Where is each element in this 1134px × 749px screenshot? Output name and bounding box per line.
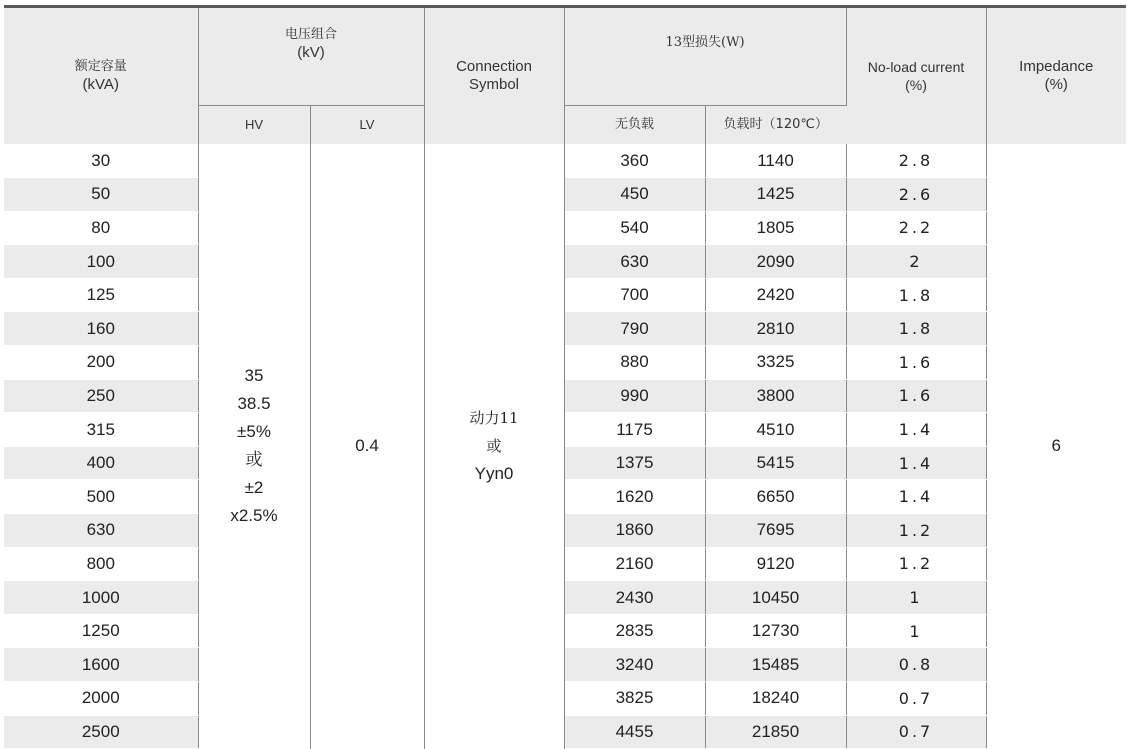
cell-no-load-loss: 3240 <box>564 648 705 682</box>
cell-load-loss: 9120 <box>705 547 846 581</box>
header-hv: HV <box>198 106 310 145</box>
cell-load-loss: 2420 <box>705 278 846 312</box>
table-row <box>4 682 1126 716</box>
cell-load-loss: 18240 <box>705 682 846 716</box>
header-load: 负载时（120℃） <box>705 106 846 145</box>
cell-lv-voltage: 0.4 <box>310 144 424 749</box>
cell-capacity: 630 <box>4 514 198 548</box>
cell-no-load-loss: 1620 <box>564 480 705 514</box>
table-row <box>4 245 1126 279</box>
cell-hv-voltage <box>198 144 310 749</box>
cell-load-loss: 1140 <box>705 144 846 178</box>
header-noload-unit: (%) <box>905 77 927 93</box>
cell-noload-current: 0.7 <box>846 682 986 716</box>
cell-capacity: 50 <box>4 178 198 212</box>
header-no-load: 无负载 <box>564 106 705 145</box>
cell-capacity: 200 <box>4 346 198 380</box>
table-row <box>4 413 1126 447</box>
header-capacity-cn: 额定容量 <box>74 59 127 74</box>
cell-capacity: 800 <box>4 547 198 581</box>
cell-noload-current: 1 <box>846 614 986 648</box>
cell-capacity: 400 <box>4 446 198 480</box>
table-row <box>4 278 1126 312</box>
cell-no-load-loss: 1175 <box>564 413 705 447</box>
cell-load-loss: 5415 <box>705 446 846 480</box>
cell-load-loss: 15485 <box>705 648 846 682</box>
cell-noload-current: 1.8 <box>846 278 986 312</box>
cell-capacity: 125 <box>4 278 198 312</box>
table-row <box>4 312 1126 346</box>
cell-noload-current: 2 <box>846 245 986 279</box>
cell-no-load-loss: 4455 <box>564 715 705 749</box>
table-row <box>4 346 1126 380</box>
header-voltage <box>198 8 424 106</box>
header-impedance <box>986 8 1126 144</box>
cell-no-load-loss: 360 <box>564 144 705 178</box>
table-row <box>4 211 1126 245</box>
header-connection: Connection <box>456 58 532 75</box>
hv-voltage-line: 35 <box>244 366 264 386</box>
header-loss-cn: 13型损失(W) <box>665 35 745 50</box>
cell-capacity: 250 <box>4 379 198 413</box>
table-body <box>4 144 1126 749</box>
cell-noload-current: 1.6 <box>846 346 986 380</box>
cell-capacity: 2500 <box>4 715 198 749</box>
header-connection-symbol <box>424 8 564 144</box>
symbol-line: 或 <box>486 437 502 456</box>
header-voltage-cn: 电压组合 <box>285 27 338 42</box>
cell-no-load-loss: 1860 <box>564 514 705 548</box>
table-row <box>4 144 1126 178</box>
header-impedance-unit: (%) <box>1044 76 1068 93</box>
cell-noload-current: 1 <box>846 581 986 615</box>
hv-voltage-line: ±2 <box>244 478 264 498</box>
cell-no-load-loss: 990 <box>564 379 705 413</box>
cell-load-loss: 1425 <box>705 178 846 212</box>
table-row <box>4 480 1126 514</box>
cell-no-load-loss: 1375 <box>564 446 705 480</box>
hv-voltage-line: ±5% <box>237 422 271 442</box>
cell-noload-current: 1.4 <box>846 480 986 514</box>
cell-no-load-loss: 630 <box>564 245 705 279</box>
table-row <box>4 614 1126 648</box>
cell-noload-current: 0.8 <box>846 648 986 682</box>
cell-capacity: 2000 <box>4 682 198 716</box>
cell-load-loss: 21850 <box>705 715 846 749</box>
table-row <box>4 581 1126 615</box>
cell-load-loss: 12730 <box>705 614 846 648</box>
table-row <box>4 514 1126 548</box>
cell-capacity: 500 <box>4 480 198 514</box>
hv-voltage-line: 或 <box>245 450 263 470</box>
cell-load-loss: 2090 <box>705 245 846 279</box>
table-row <box>4 178 1126 212</box>
hv-voltage-line: x2.5% <box>230 506 278 526</box>
cell-load-loss: 6650 <box>705 480 846 514</box>
cell-capacity: 1250 <box>4 614 198 648</box>
table-row <box>4 446 1126 480</box>
cell-noload-current: 2.8 <box>846 144 986 178</box>
symbol-line: 动力11 <box>469 409 519 428</box>
header-lv: LV <box>310 106 424 145</box>
header-loss <box>564 8 846 106</box>
symbol-line: Yyn0 <box>474 464 514 484</box>
hv-voltage-line: 38.5 <box>237 394 271 414</box>
cell-no-load-loss: 450 <box>564 178 705 212</box>
cell-no-load-loss: 2430 <box>564 581 705 615</box>
cell-no-load-loss: 2160 <box>564 547 705 581</box>
table-row <box>4 379 1126 413</box>
cell-capacity: 1000 <box>4 581 198 615</box>
header-voltage-unit: (kV) <box>297 44 325 61</box>
cell-connection-symbol <box>424 144 564 749</box>
cell-capacity: 315 <box>4 413 198 447</box>
cell-no-load-loss: 2835 <box>564 614 705 648</box>
cell-capacity: 80 <box>4 211 198 245</box>
cell-capacity: 30 <box>4 144 198 178</box>
cell-impedance: 6 <box>986 144 1126 749</box>
spec-table-container <box>4 5 1126 749</box>
cell-noload-current: 1.4 <box>846 446 986 480</box>
header-noload-label: No-load current <box>867 59 965 75</box>
cell-load-loss: 7695 <box>705 514 846 548</box>
header-noload-current <box>846 8 986 144</box>
table-row <box>4 547 1126 581</box>
cell-load-loss: 3800 <box>705 379 846 413</box>
cell-load-loss: 1805 <box>705 211 846 245</box>
cell-noload-current: 2.6 <box>846 178 986 212</box>
cell-noload-current: 1.2 <box>846 514 986 548</box>
cell-noload-current: 1.4 <box>846 413 986 447</box>
table-row <box>4 648 1126 682</box>
cell-capacity: 1600 <box>4 648 198 682</box>
header-capacity <box>4 8 198 144</box>
cell-noload-current: 0.7 <box>846 715 986 749</box>
cell-load-loss: 3325 <box>705 346 846 380</box>
cell-capacity: 160 <box>4 312 198 346</box>
table-header <box>4 8 1126 144</box>
cell-no-load-loss: 880 <box>564 346 705 380</box>
cell-load-loss: 4510 <box>705 413 846 447</box>
table-row <box>4 715 1126 749</box>
header-capacity-unit: (kVA) <box>82 76 119 93</box>
cell-capacity: 100 <box>4 245 198 279</box>
cell-no-load-loss: 700 <box>564 278 705 312</box>
cell-load-loss: 2810 <box>705 312 846 346</box>
cell-noload-current: 2.2 <box>846 211 986 245</box>
cell-noload-current: 1.6 <box>846 379 986 413</box>
cell-load-loss: 10450 <box>705 581 846 615</box>
cell-no-load-loss: 3825 <box>564 682 705 716</box>
header-symbol: Symbol <box>469 76 520 93</box>
cell-noload-current: 1.2 <box>846 547 986 581</box>
cell-no-load-loss: 790 <box>564 312 705 346</box>
cell-no-load-loss: 540 <box>564 211 705 245</box>
cell-noload-current: 1.8 <box>846 312 986 346</box>
header-impedance-label: Impedance <box>1019 58 1094 75</box>
transformer-spec-table <box>4 8 1126 749</box>
